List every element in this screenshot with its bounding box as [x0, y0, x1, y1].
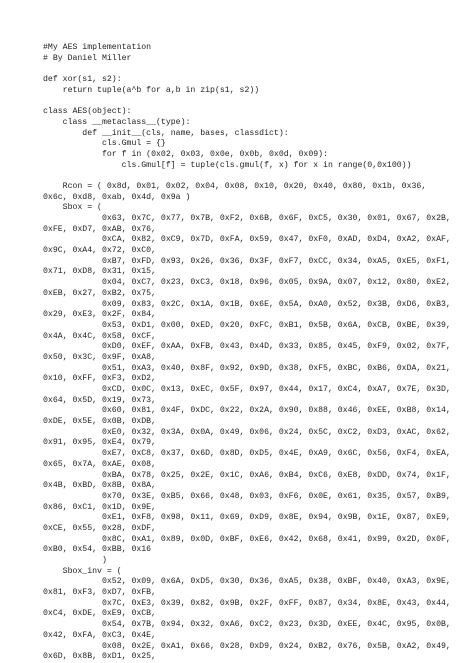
code-line: 0x42, 0xFA, 0xC3, 0x4E, — [43, 630, 157, 640]
code-line: 0x8C, 0xA1, 0x89, 0x0D, 0xBF, 0xE6, 0x42, 0x68, 0x41, 0x99, 0x2D, 0x0F, — [43, 534, 451, 544]
code-line: 0x91, 0x95, 0xE4, 0x79, — [43, 438, 157, 448]
code-line: 0x4A, 0x4C, 0x58, 0xCF, — [43, 331, 157, 341]
code-line: 0x63, 0x7C, 0x77, 0x7B, 0xF2, 0x6B, 0x6F, 0xC5, 0x30, 0x01, 0x67, 0x2B, — [43, 214, 451, 223]
code-line: 0xEB, 0x27, 0xB2, 0x75, — [43, 288, 157, 298]
code-line: 0x7C, 0xE3, 0x39, 0x82, 0x9B, 0x2F, 0xFF, 0x87, 0x34, 0x8E, 0x43, 0x44, — [43, 598, 451, 608]
code-line: 0x50, 0x3C, 0x9F, 0xA8, — [43, 352, 157, 362]
code-line: 0x09, 0x83, 0x2C, 0x1A, 0x1B, 0x6E, 0x5A, 0xA0, 0x52, 0x3B, 0xD6, 0xB3, — [43, 299, 451, 309]
code-line: 0x70, 0x3E, 0xB5, 0x66, 0x48, 0x03, 0xF6, 0x0E, 0x61, 0x35, 0x57, 0xB9, — [43, 491, 451, 501]
code-line: 0xCA, 0x82, 0xC9, 0x7D, 0xFA, 0x59, 0x47, 0xF0, 0xAD, 0xD4, 0xA2, 0xAF, — [43, 235, 451, 245]
code-line: 0x53, 0xD1, 0x00, 0xED, 0x20, 0xFC, 0xB1, 0x5B, 0x6A, 0xCB, 0xBE, 0x39, — [43, 320, 451, 330]
code-line: 0x04, 0xC7, 0x23, 0xC3, 0x18, 0x96, 0x05, 0x9A, 0x07, 0x12, 0x80, 0xE2, — [43, 278, 451, 288]
code-line: def __init__(cls, name, bases, classdict): — [43, 128, 289, 138]
code-line: 0xB7, 0xFD, 0x93, 0x26, 0x36, 0x3F, 0xF7, 0xCC, 0x34, 0xA5, 0xE5, 0xF1, — [43, 256, 451, 266]
code-line: for f in (0x02, 0x03, 0x0e, 0x0b, 0x0d, 0x09): — [43, 149, 328, 159]
code-line: 0x54, 0x7B, 0x94, 0x32, 0xA6, 0xC2, 0x23, 0x3D, 0xEE, 0x4C, 0x95, 0x0B, — [43, 620, 451, 630]
code-line: 0x08, 0x2E, 0xA1, 0x66, 0x28, 0xD9, 0x24, 0xB2, 0x76, 0x5B, 0xA2, 0x49, — [43, 641, 451, 651]
code-line: 0x6D, 0x8B, 0xD1, 0x25, — [43, 652, 157, 662]
code-line: 0x29, 0xE3, 0x2F, 0x84, — [43, 310, 157, 320]
code-line: 0x71, 0xD8, 0x31, 0x15, — [43, 267, 157, 277]
code-line: class __metaclass__(type): — [43, 117, 191, 127]
code-line: 0x81, 0xF3, 0xD7, 0xFB, — [43, 588, 157, 598]
code-line: return tuple(a^b for a,b in zip(s1, s2)) — [43, 85, 260, 95]
code-line — [43, 64, 451, 75]
code-line: 0xFE, 0xD7, 0xAB, 0x76, — [43, 224, 157, 234]
code-line: Rcon = ( 0x8d, 0x01, 0x02, 0x04, 0x08, 0x10, 0x20, 0x40, 0x80, 0x1b, 0x36, — [43, 181, 427, 191]
code-line: 0x10, 0xFF, 0xF3, 0xD2, — [43, 374, 157, 384]
code-line: 0xCE, 0x55, 0x28, 0xDF, — [43, 523, 157, 533]
code-line: 0xDE, 0x5E, 0x0B, 0xDB, — [43, 417, 157, 427]
code-line: cls.Gmul[f] = tuple(cls.gmul(f, x) for x in range(0,0x100)) — [43, 160, 412, 170]
code-line: 0xBA, 0x78, 0x25, 0x2E, 0x1C, 0xA6, 0xB4, 0xC6, 0xE8, 0xDD, 0x74, 0x1F, — [43, 470, 451, 480]
code-line: Sbox_inv = ( — [43, 566, 122, 576]
code-line: 0xD0, 0xEF, 0xAA, 0xFB, 0x43, 0x4D, 0x33, 0x85, 0x45, 0xF9, 0x02, 0x7F, — [43, 342, 451, 352]
code-line: 0x52, 0x09, 0x6A, 0xD5, 0x30, 0x36, 0xA5, 0x38, 0xBF, 0x40, 0xA3, 0x9E, — [43, 577, 451, 587]
code-block — [43, 43, 451, 663]
code-line: 0xC4, 0xDE, 0xE9, 0xCB, — [43, 609, 157, 619]
code-line: 0xB0, 0x54, 0xBB, 0x16 — [43, 545, 152, 555]
code-line: #My AES implementation — [43, 43, 152, 52]
code-line: def xor(s1, s2): — [43, 75, 122, 85]
code-line — [43, 96, 451, 107]
code-line: 0x65, 0x7A, 0xAE, 0x08, — [43, 459, 157, 469]
code-line: cls.Gmul = {} — [43, 139, 166, 149]
code-line: 0x86, 0xC1, 0x1D, 0x9E, — [43, 502, 157, 512]
code-line: 0xCD, 0x0C, 0x13, 0xEC, 0x5F, 0x97, 0x44, 0x17, 0xC4, 0xA7, 0x7E, 0x3D, — [43, 385, 451, 394]
code-line: 0xE7, 0xC8, 0x37, 0x6D, 0x8D, 0xD5, 0x4E, 0xA9, 0x6C, 0x56, 0xF4, 0xEA, — [43, 449, 451, 459]
code-line: 0x4B, 0xBD, 0x8B, 0x8A, — [43, 481, 157, 491]
code-line: 0x64, 0x5D, 0x19, 0x73, — [43, 395, 157, 405]
code-line: 0x9C, 0xA4, 0x72, 0xC0, — [43, 246, 157, 256]
code-line: 0x51, 0xA3, 0x40, 0x8F, 0x92, 0x9D, 0x38, 0xF5, 0xBC, 0xB6, 0xDA, 0x21, — [43, 363, 451, 373]
code-line — [43, 171, 451, 182]
code-line: 0x60, 0x81, 0x4F, 0xDC, 0x22, 0x2A, 0x90, 0x88, 0x46, 0xEE, 0xB8, 0x14, — [43, 406, 451, 416]
code-line: 0x6c, 0xd8, 0xab, 0x4d, 0x9a ) — [43, 192, 191, 202]
code-line: 0xE1, 0xF8, 0x98, 0x11, 0x69, 0xD9, 0x8E, 0x94, 0x9B, 0x1E, 0x87, 0xE9, — [43, 513, 451, 523]
code-line: Sbox = ( — [43, 203, 102, 213]
code-line: ) — [43, 556, 107, 565]
code-line: 0xE0, 0x32, 0x3A, 0x0A, 0x49, 0x06, 0x24, 0x5C, 0xC2, 0xD3, 0xAC, 0x62, — [43, 427, 451, 437]
code-line: # By Daniel Miller — [43, 53, 132, 63]
code-line: class AES(object): — [43, 107, 132, 117]
